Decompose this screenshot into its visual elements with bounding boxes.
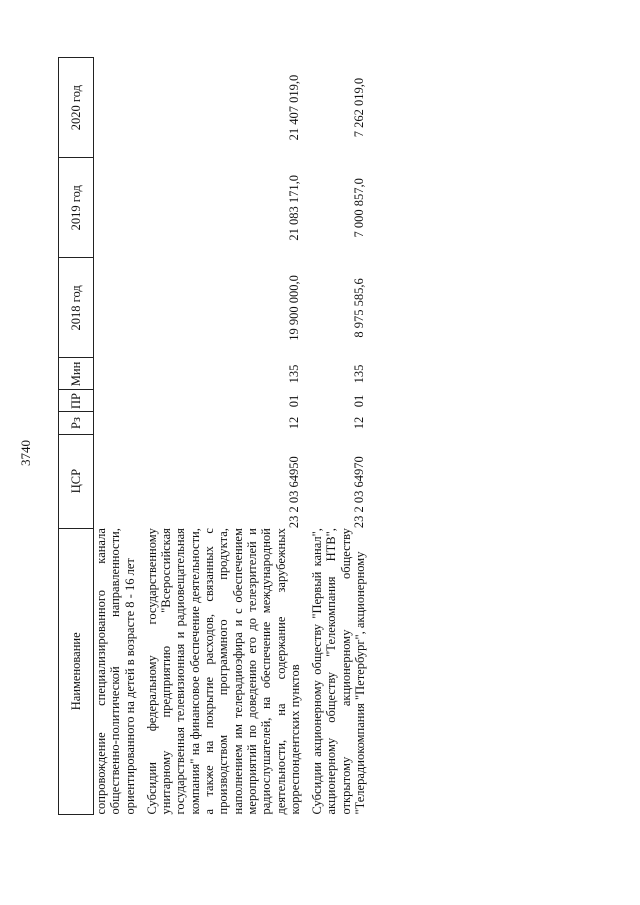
header-2018: 2018 год (59, 258, 94, 358)
row-2018 (94, 258, 137, 358)
row-name: Субсидии федеральному государственному унитарному предприятию "Всероссийская государственная телевизионная и радиовещательная компания" на финансовое обеспечение деятельности, а также на покрытие расходов, связанных с производством программного продукта, наполнением им телерадиоэфира и с обеспечением мероприятий по доведению его до телезрителей и радиослушателей, на обеспечение международной деятельности, на содержание зарубежных корреспондентских пунктов (144, 528, 302, 815)
row-2018: 8 975 585,6 (352, 278, 367, 338)
row-csr: 23 2 03 64970 (352, 456, 367, 529)
row-csr: 23 2 03 64950 (287, 456, 302, 529)
row-min: 135 (352, 364, 367, 384)
row-pr: 01 (352, 394, 367, 408)
row-min: 135 (287, 364, 302, 384)
row-2020: 21 407 019,0 (287, 74, 302, 141)
table-row (137, 58, 302, 815)
row-name: сопровождение специализированного канала общественно-политической направленности, ориентированного на детей в возрасте 8 - 16 лет (94, 528, 137, 815)
row-2020 (94, 58, 137, 158)
row-csr (94, 434, 137, 528)
row-rz: 12 (352, 416, 367, 430)
row-name: Субсидии акционерному обществу "Первый канал", акционерному обществу "Телекомпания НТВ", открытому акционерному обществу "Телерадиокомпания "Петербург", акционерному (310, 528, 368, 815)
header-rz: Рз (59, 412, 94, 434)
row-2019: 21 083 171,0 (287, 174, 302, 241)
budget-table (58, 57, 367, 815)
page-number: 3740 (18, 440, 33, 466)
table-row (302, 58, 367, 815)
header-2020: 2020 год (59, 58, 94, 158)
row-rz (94, 412, 137, 434)
row-rz: 12 (287, 416, 302, 430)
row-pr (94, 390, 137, 412)
header-csr: ЦСР (59, 434, 94, 528)
row-pr: 01 (287, 394, 302, 408)
row-2019: 7 000 857,0 (352, 178, 367, 238)
header-name: Наименование (59, 528, 94, 814)
table-row (94, 58, 137, 815)
row-2019 (94, 158, 137, 258)
header-pr: ПР (59, 390, 94, 412)
row-min (94, 358, 137, 390)
table-header-row (59, 58, 94, 815)
header-min: Мин (59, 358, 94, 390)
row-2020: 7 262 019,0 (352, 77, 367, 138)
row-2018: 19 900 000,0 (287, 275, 302, 341)
header-2019: 2019 год (59, 158, 94, 258)
